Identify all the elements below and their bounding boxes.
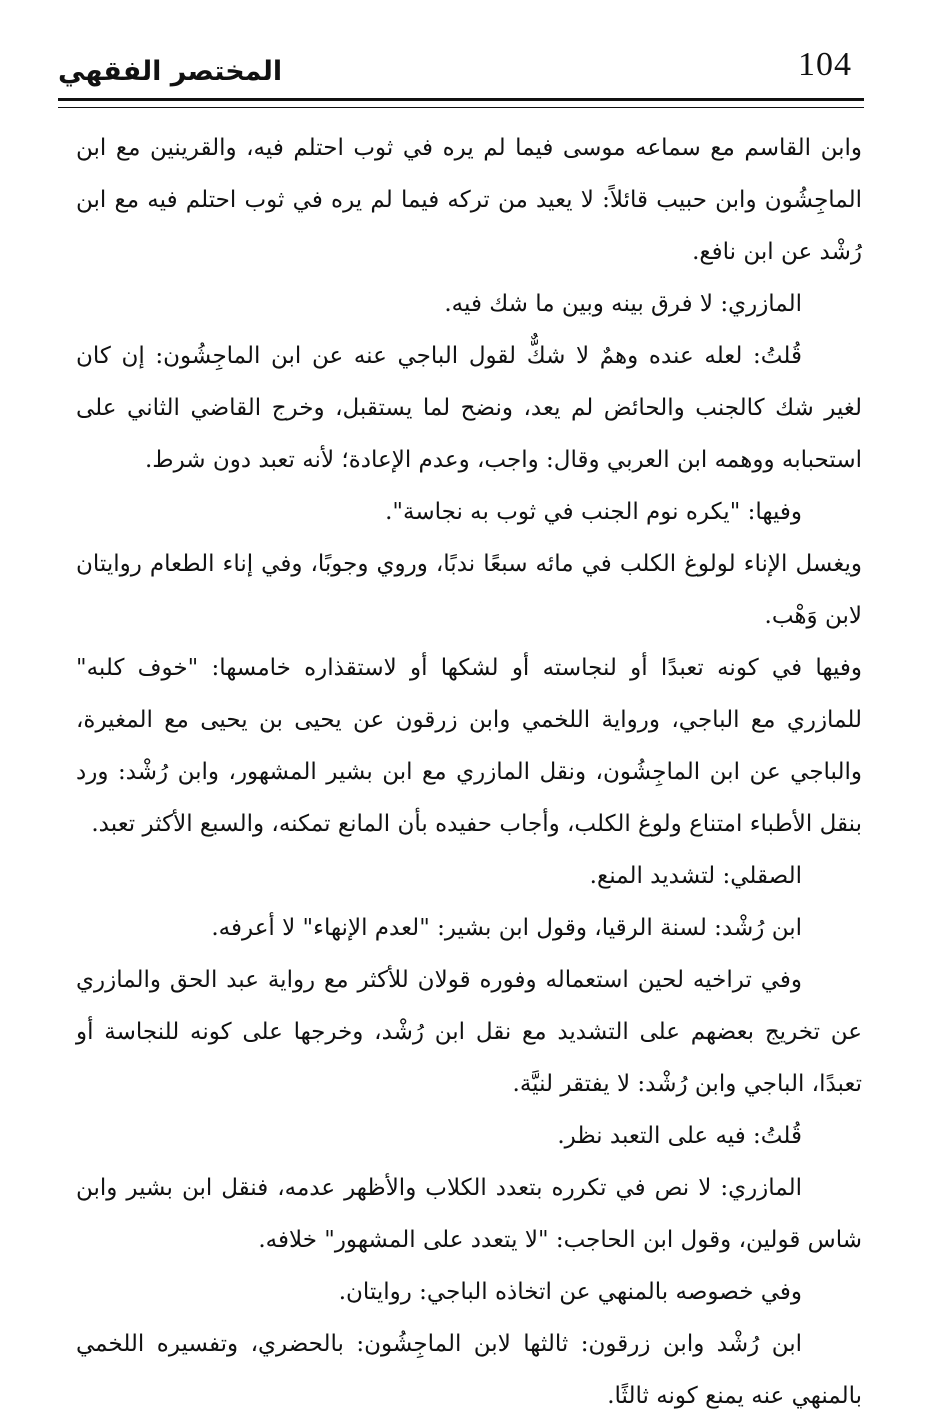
paragraph: المازري: لا نص في تكرره بتعدد الكلاب والأظهر عدمه، فنقل ابن بشير وابن شاس قولين، وقول ابن الحاجب: "لا يتعدد على المشهور" خلافه. — [76, 1175, 862, 1253]
paragraph: وابن القاسم مع سماعه موسى فيما لم يره في ثوب احتلم فيه، والقرينين مع ابن الماجِشُون وابن حبيب قائلاً: لا يعيد من تركه فيما لم يره في ثوب احتلم فيه مع ابن رُشْد عن ابن نافع. — [76, 135, 862, 265]
body-text — [76, 122, 862, 1422]
page-number: 104 — [798, 46, 852, 83]
paragraph: وفي تراخيه لحين استعماله وفوره قولان للأكثر مع رواية عبد الحق والمازري عن تخريج بعضهم على التشديد مع نقل ابن رُشْد، وخرجها على كونه للنجاسة أو تعبدًا، الباجي وابن رُشْد: لا يفتقر لنيَّة. — [76, 967, 862, 1097]
paragraph: ابن رُشْد: لسنة الرقيا، وقول ابن بشير: "لعدم الإنهاء" لا أعرفه. — [211, 915, 802, 941]
page-header — [58, 46, 864, 94]
paragraph: الصقلي: لتشديد المنع. — [589, 863, 802, 889]
paragraph: ويغسل الإناء لولوغ الكلب في مائه سبعًا ندبًا، وروي وجوبًا، وفي إناء الطعام روايتان لابن وَهْب. — [76, 551, 862, 629]
header-rule — [58, 98, 864, 108]
paragraph: ابن رُشْد وابن زرقون: ثالثها لابن الماجِشُون: بالحضري، وتفسيره اللخمي بالمنهي عنه يمنع كونه ثالثًا. — [76, 1331, 862, 1409]
paragraph: قُلتُ: لعله عنده وهمٌ لا شكٌّ لقول الباجي عنه عن ابن الماجِشُون: إن كان لغير شك كالجنب والحائض لم يعد، ونضح لما يستقبل، وخرج القاضي الثاني على استحبابه ووهمه ابن العربي وقال: واجب، وعدم الإعادة؛ لأنه تعبد دون شرط. — [76, 343, 862, 473]
paragraph: وفيها في كونه تعبدًا أو لنجاسته أو لشكها أو لاستقذاره خامسها: "خوف كلبه" للمازري مع الباجي، ورواية اللخمي وابن زرقون عن يحيى بن يحيى مع المغيرة، والباجي عن ابن الماجِشُون، ونقل المازري مع ابن بشير المشهور، وابن رُشْد: ورد بنقل الأطباء امتناع ولوغ الكلب، وأجاب حفيده بأن المانع تمكنه، والسبع الأكثر تعبد. — [76, 655, 862, 837]
paragraph: المازري: لا فرق بينه وبين ما شك فيه. — [444, 291, 802, 317]
book-title: المختصر الفقهي — [58, 56, 283, 87]
paragraph: وفي خصوصه بالمنهي عن اتخاذه الباجي: روايتان. — [338, 1279, 802, 1305]
paragraph: قُلتُ: فيه على التعبد نظر. — [557, 1123, 802, 1149]
paragraph: وفيها: "يكره نوم الجنب في ثوب به نجاسة". — [385, 499, 802, 525]
